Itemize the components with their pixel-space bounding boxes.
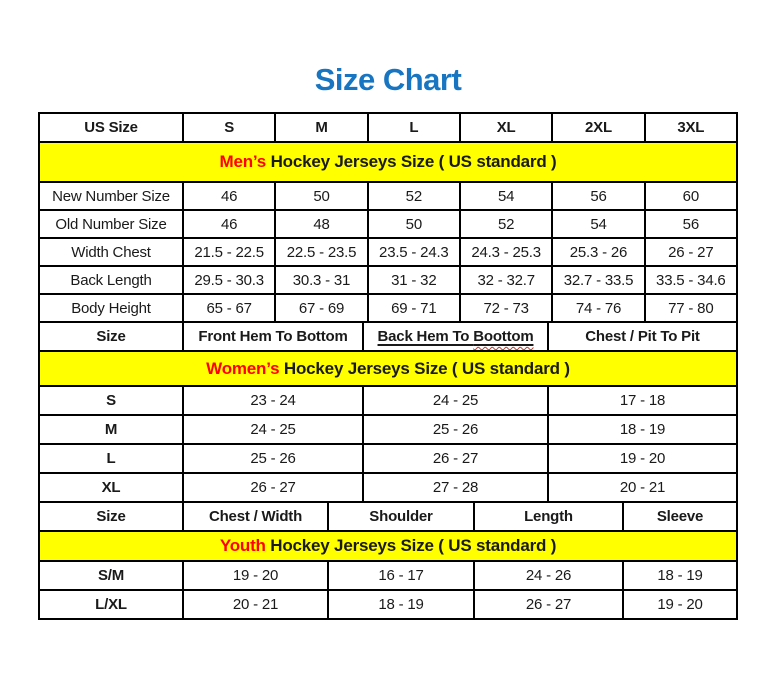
- youth-size-table: [38, 501, 738, 620]
- size-value: 21.5 - 22.5: [183, 238, 275, 266]
- column-header: Chest / Pit To Pit: [548, 322, 737, 351]
- size-value: 72 - 73: [460, 294, 552, 322]
- size-value: 56: [552, 182, 644, 210]
- womens-caption-highlight: Women’s: [206, 358, 280, 378]
- size-value: 27 - 28: [363, 473, 548, 502]
- column-header: S: [183, 113, 275, 142]
- size-value: 23.5 - 24.3: [368, 238, 460, 266]
- size-value: 24.3 - 25.3: [460, 238, 552, 266]
- size-value: 50: [275, 182, 367, 210]
- column-header: Size: [39, 322, 183, 351]
- size-value: 67 - 69: [275, 294, 367, 322]
- size-value: 23 - 24: [183, 386, 363, 415]
- mens-caption-highlight: Men’s: [219, 152, 267, 171]
- size-value: 20 - 21: [183, 590, 328, 619]
- table-row: [39, 238, 737, 266]
- size-value: 26 - 27: [645, 238, 737, 266]
- size-value: 17 - 18: [548, 386, 737, 415]
- size-value: 22.5 - 23.5: [275, 238, 367, 266]
- size-value: 50: [368, 210, 460, 238]
- column-header: Size: [39, 502, 183, 531]
- size-value: 16 - 17: [328, 561, 474, 590]
- size-value: 29.5 - 30.3: [183, 266, 275, 294]
- size-value: 18 - 19: [623, 561, 737, 590]
- row-label: Back Length: [39, 266, 183, 294]
- womens-table-caption: [39, 351, 737, 386]
- size-value: 52: [460, 210, 552, 238]
- row-label: Old Number Size: [39, 210, 183, 238]
- size-value: 18 - 19: [548, 415, 737, 444]
- row-label: L/XL: [39, 590, 183, 619]
- table-caption-row: [39, 142, 737, 182]
- size-value: 24 - 26: [474, 561, 623, 590]
- size-value: 48: [275, 210, 367, 238]
- size-value: 26 - 27: [474, 590, 623, 619]
- row-label: New Number Size: [39, 182, 183, 210]
- size-value: 31 - 32: [368, 266, 460, 294]
- size-value: 69 - 71: [368, 294, 460, 322]
- column-header: L: [368, 113, 460, 142]
- size-value: 32.7 - 33.5: [552, 266, 644, 294]
- table-caption-row: [39, 531, 737, 561]
- size-value: 19 - 20: [183, 561, 328, 590]
- column-header: XL: [460, 113, 552, 142]
- table-row: [39, 590, 737, 619]
- size-value: 30.3 - 31: [275, 266, 367, 294]
- misspelled-word: Boottom: [473, 328, 534, 345]
- table-row: [39, 386, 737, 415]
- size-value: 32 - 32.7: [460, 266, 552, 294]
- size-value: 19 - 20: [548, 444, 737, 473]
- column-header: 3XL: [645, 113, 737, 142]
- table-row: [39, 182, 737, 210]
- youth-caption-highlight: Youth: [219, 536, 266, 555]
- row-label: Width Chest: [39, 238, 183, 266]
- womens-size-table: [38, 321, 738, 503]
- youth-caption-rest: Hockey Jerseys Size ( US standard ): [265, 536, 557, 555]
- table-row: [39, 444, 737, 473]
- size-value: 26 - 27: [363, 444, 548, 473]
- row-label: S: [39, 386, 183, 415]
- womens-caption-rest: Hockey Jerseys Size ( US standard ): [279, 358, 570, 378]
- table-row: [39, 294, 737, 322]
- column-header: US Size: [39, 113, 183, 142]
- row-label: XL: [39, 473, 183, 502]
- column-header: Shoulder: [328, 502, 474, 531]
- column-header: Chest / Width: [183, 502, 328, 531]
- size-value: 46: [183, 210, 275, 238]
- column-header: Front Hem To Bottom: [183, 322, 363, 351]
- size-chart-container: [38, 112, 738, 620]
- size-value: 33.5 - 34.6: [645, 266, 737, 294]
- size-value: 77 - 80: [645, 294, 737, 322]
- header-row: [39, 322, 737, 351]
- column-header: Length: [474, 502, 623, 531]
- size-value: 20 - 21: [548, 473, 737, 502]
- column-header: [363, 322, 548, 351]
- size-value: 54: [460, 182, 552, 210]
- size-value: 25 - 26: [363, 415, 548, 444]
- size-value: 74 - 76: [552, 294, 644, 322]
- mens-caption-rest: Hockey Jerseys Size ( US standard ): [266, 152, 557, 171]
- header-row: [39, 502, 737, 531]
- row-label: M: [39, 415, 183, 444]
- size-value: 18 - 19: [328, 590, 474, 619]
- youth-table-caption: [39, 531, 737, 561]
- row-label: S/M: [39, 561, 183, 590]
- column-header: 2XL: [552, 113, 644, 142]
- table-row: [39, 210, 737, 238]
- mens-table-caption: [39, 142, 737, 182]
- size-value: 24 - 25: [363, 386, 548, 415]
- table-row: [39, 561, 737, 590]
- size-value: 54: [552, 210, 644, 238]
- row-label: L: [39, 444, 183, 473]
- size-value: 26 - 27: [183, 473, 363, 502]
- column-header-text: Back Hem To: [377, 328, 474, 345]
- table-row: [39, 415, 737, 444]
- size-value: 52: [368, 182, 460, 210]
- size-value: 60: [645, 182, 737, 210]
- table-row: [39, 473, 737, 502]
- mens-size-table: [38, 112, 738, 323]
- size-value: 56: [645, 210, 737, 238]
- size-value: 46: [183, 182, 275, 210]
- row-label: Body Height: [39, 294, 183, 322]
- page-title: Size Chart: [314, 62, 462, 97]
- table-caption-row: [39, 351, 737, 386]
- size-value: 19 - 20: [623, 590, 737, 619]
- header-row: [39, 113, 737, 142]
- size-value: 25 - 26: [183, 444, 363, 473]
- column-header: Sleeve: [623, 502, 737, 531]
- size-value: 65 - 67: [183, 294, 275, 322]
- size-value: 25.3 - 26: [552, 238, 644, 266]
- table-row: [39, 266, 737, 294]
- column-header: M: [275, 113, 367, 142]
- size-value: 24 - 25: [183, 415, 363, 444]
